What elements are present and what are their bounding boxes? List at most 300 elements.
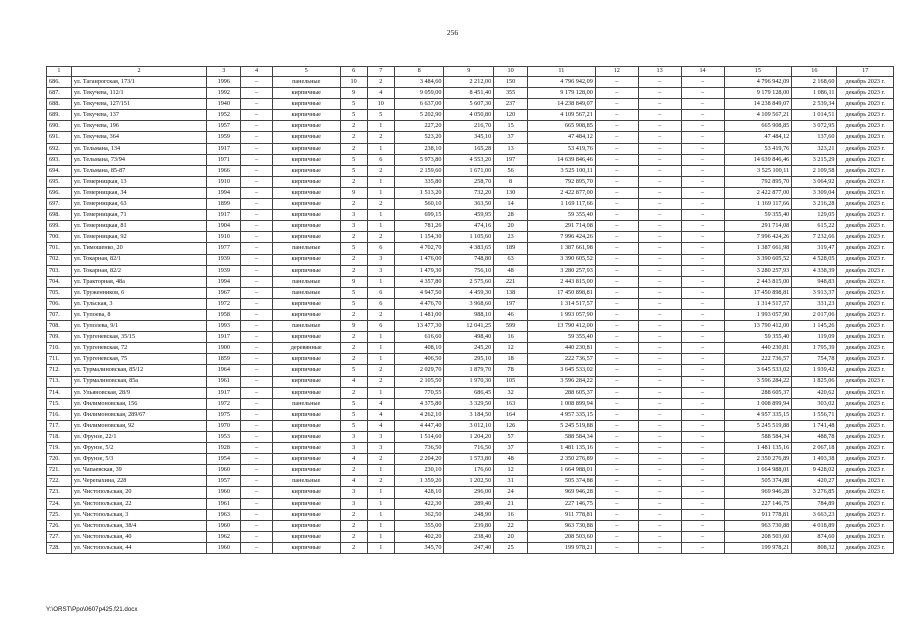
table-cell: 2	[340, 254, 367, 265]
table-cell: –	[241, 487, 273, 498]
table-cell: декабрь 2023 г.	[837, 276, 894, 287]
table-cell: декабрь 2023 г.	[837, 154, 894, 165]
table-cell: декабрь 2023 г.	[837, 298, 894, 309]
table-cell: ул. Тупоева, 8	[71, 309, 207, 320]
table-cell: 4 262,10	[394, 409, 444, 420]
table-cell: декабрь 2023 г.	[837, 354, 894, 365]
column-header: 3	[207, 67, 241, 77]
table-cell: кирпичные	[272, 354, 340, 365]
column-header: 8	[394, 67, 444, 77]
table-cell: –	[638, 199, 681, 210]
table-cell: –	[638, 309, 681, 320]
table-cell: ул. Чапаевская, 39	[71, 465, 207, 476]
table-cell: 1971	[207, 154, 241, 165]
table-cell: –	[595, 387, 638, 398]
table-cell: 3 329,50	[444, 398, 494, 409]
table-cell: 4 957 335,15	[724, 409, 792, 420]
table-cell: 727.	[47, 531, 72, 542]
table-cell: 5	[340, 298, 367, 309]
table-cell: 2	[367, 232, 394, 243]
table-cell: –	[241, 298, 273, 309]
table-cell: –	[241, 520, 273, 531]
table-cell: 3 280 257,93	[528, 265, 596, 276]
table-cell: ул. Чистопольская, 40	[71, 531, 207, 542]
table-cell: 2	[340, 265, 367, 276]
table-cell: 14 238 849,07	[724, 99, 792, 110]
table-cell: кирпичные	[272, 199, 340, 210]
table-cell: –	[595, 409, 638, 420]
table-cell: –	[595, 143, 638, 154]
table-cell: 4	[340, 476, 367, 487]
table-cell: –	[595, 243, 638, 254]
table-cell: –	[638, 542, 681, 553]
table-cell: кирпичные	[272, 265, 340, 276]
table-cell: 3	[367, 265, 394, 276]
table-row	[47, 354, 894, 365]
table-cell: 2 109,58	[792, 165, 837, 176]
table-cell: –	[241, 132, 273, 143]
table-cell: декабрь 2023 г.	[837, 165, 894, 176]
table-cell: –	[241, 265, 273, 276]
table-cell: –	[638, 354, 681, 365]
table-cell: –	[241, 465, 273, 476]
table-cell: 736,50	[394, 443, 444, 454]
table-cell: ул. Туполева, 9/1	[71, 321, 207, 332]
table-cell: 1 664 988,01	[724, 465, 792, 476]
table-cell: 208 503,60	[528, 531, 596, 542]
table-cell: –	[241, 221, 273, 232]
table-cell: 2	[340, 176, 367, 187]
table-cell: кирпичные	[272, 254, 340, 265]
table-cell: –	[241, 409, 273, 420]
table-cell: 1 741,48	[792, 420, 837, 431]
table-cell: 1900	[207, 343, 241, 354]
table-cell: ул. Чистопольская, 44	[71, 542, 207, 553]
table-cell: 720.	[47, 454, 72, 465]
table-cell: 588 584,34	[724, 432, 792, 443]
table-row	[47, 132, 894, 143]
table-cell: 59 355,40	[724, 210, 792, 221]
table-cell: 4 553,20	[444, 154, 494, 165]
table-cell: 1	[367, 343, 394, 354]
table-cell: 227,20	[394, 121, 444, 132]
table-cell: 1917	[207, 332, 241, 343]
table-cell: –	[595, 265, 638, 276]
table-cell: 792 895,70	[528, 176, 596, 187]
table-cell: 701.	[47, 243, 72, 254]
table-cell: кирпичные	[272, 165, 340, 176]
table-cell: 258,70	[444, 176, 494, 187]
table-cell: 1960	[207, 520, 241, 531]
table-cell: –	[638, 298, 681, 309]
table-cell: –	[241, 509, 273, 520]
table-cell: 1917	[207, 210, 241, 221]
table-cell: 1966	[207, 165, 241, 176]
table-cell: –	[241, 476, 273, 487]
table-cell: кирпичные	[272, 121, 340, 132]
table-cell: 14 238 849,07	[528, 99, 596, 110]
table-cell: –	[241, 387, 273, 398]
table-cell: 1957	[207, 476, 241, 487]
table-cell: 119,09	[792, 332, 837, 343]
table-cell: 560,10	[394, 199, 444, 210]
table-cell: 197	[494, 154, 528, 165]
table-cell: 689.	[47, 110, 72, 121]
table-cell: 1 573,80	[444, 454, 494, 465]
table-cell: декабрь 2023 г.	[837, 132, 894, 143]
table-cell: кирпичные	[272, 432, 340, 443]
table-cell: 5 245 519,88	[724, 420, 792, 431]
table-cell: 2 105,50	[394, 376, 444, 387]
table-cell: 291 714,08	[724, 221, 792, 232]
table-cell: декабрь 2023 г.	[837, 210, 894, 221]
table-cell: декабрь 2023 г.	[837, 398, 894, 409]
table-cell: ул. Чистопольская, 3	[71, 509, 207, 520]
table-cell: 1 493,38	[792, 454, 837, 465]
table-cell: –	[595, 454, 638, 465]
table-cell: –	[241, 332, 273, 343]
table-cell: декабрь 2023 г.	[837, 88, 894, 99]
table-cell: 21	[494, 498, 528, 509]
table-cell: –	[241, 321, 273, 332]
table-cell: 700.	[47, 232, 72, 243]
table-cell: кирпичные	[272, 88, 340, 99]
table-cell: –	[681, 520, 724, 531]
column-header: 17	[837, 67, 894, 77]
table-cell: декабрь 2023 г.	[837, 232, 894, 243]
table-cell: 16	[494, 332, 528, 343]
table-cell: –	[241, 343, 273, 354]
table-row	[47, 121, 894, 132]
table-cell: декабрь 2023 г.	[837, 332, 894, 343]
table-cell: 1	[367, 354, 394, 365]
table-cell: –	[241, 498, 273, 509]
table-cell: 46	[494, 309, 528, 320]
table-cell: 13 790 412,00	[528, 321, 596, 332]
table-cell: 1	[367, 531, 394, 542]
table-cell: 754,78	[792, 354, 837, 365]
table-cell: –	[638, 121, 681, 132]
table-cell: 6 637,00	[394, 99, 444, 110]
table-cell: декабрь 2023 г.	[837, 409, 894, 420]
table-cell: 5 607,30	[444, 99, 494, 110]
table-cell: 665 908,85	[528, 121, 596, 132]
table-cell: 176,60	[444, 465, 494, 476]
column-header: 1	[47, 67, 72, 77]
table-cell: 1962	[207, 531, 241, 542]
table-cell: 2	[367, 132, 394, 143]
table-cell: 12 041,25	[444, 321, 494, 332]
table-cell: –	[638, 476, 681, 487]
table-cell: –	[681, 199, 724, 210]
table-cell: 1958	[207, 309, 241, 320]
table-cell: 5	[340, 154, 367, 165]
table-cell: 2	[340, 332, 367, 343]
table-cell: кирпичные	[272, 132, 340, 143]
table-cell: –	[638, 365, 681, 376]
table-cell: декабрь 2023 г.	[837, 321, 894, 332]
table-cell: 2	[367, 77, 394, 88]
table-row	[47, 387, 894, 398]
table-cell: –	[681, 542, 724, 553]
table-cell: 3 012,10	[444, 420, 494, 431]
table-cell: 705.	[47, 287, 72, 298]
column-header: 11	[528, 67, 596, 77]
table-cell: 165,28	[444, 143, 494, 154]
table-cell: –	[681, 298, 724, 309]
table-cell: 1970	[207, 420, 241, 431]
table-cell: –	[595, 232, 638, 243]
table-cell: –	[681, 165, 724, 176]
table-cell: –	[638, 187, 681, 198]
table-cell: –	[638, 531, 681, 542]
table-cell: 1953	[207, 432, 241, 443]
table-cell: 3 663,23	[792, 509, 837, 520]
table-cell: –	[241, 99, 273, 110]
table-cell: –	[595, 343, 638, 354]
table-cell: 697.	[47, 199, 72, 210]
table-cell: –	[638, 398, 681, 409]
table-cell: 1	[367, 387, 394, 398]
table-cell: 692.	[47, 143, 72, 154]
table-cell: ул. Фрунзе, 22/1	[71, 432, 207, 443]
table-cell: кирпичные	[272, 409, 340, 420]
table-cell: 428,10	[394, 487, 444, 498]
table-cell: 3 184,50	[444, 409, 494, 420]
table-cell: декабрь 2023 г.	[837, 265, 894, 276]
table-cell: 9	[340, 88, 367, 99]
table-cell: 686.	[47, 77, 72, 88]
table-cell: –	[638, 487, 681, 498]
table-cell: 216,70	[444, 121, 494, 132]
table-cell: 2	[340, 387, 367, 398]
table-cell: –	[595, 221, 638, 232]
table-cell: кирпичные	[272, 520, 340, 531]
column-header: 12	[595, 67, 638, 77]
table-cell: 24	[494, 487, 528, 498]
file-path: Y:\ORST\Ppo\0607p425.f21.docx	[46, 606, 138, 613]
table-cell: 523,20	[394, 132, 444, 143]
table-cell: 748,80	[444, 254, 494, 265]
table-cell: ул. Тельмана, 73/94	[71, 154, 207, 165]
table-cell: 5	[340, 409, 367, 420]
table-cell: 1994	[207, 187, 241, 198]
table-cell: 3 968,60	[444, 298, 494, 309]
table-cell: панельные	[272, 276, 340, 287]
page-number: 256	[446, 28, 459, 37]
table-cell: 2 029,70	[394, 365, 444, 376]
table-cell: 2	[340, 354, 367, 365]
table-cell: –	[241, 454, 273, 465]
table-cell: –	[638, 520, 681, 531]
table-cell: 3 072,95	[792, 121, 837, 132]
table-cell: 296,00	[444, 487, 494, 498]
table-cell: 963 730,88	[724, 520, 792, 531]
table-cell: кирпичные	[272, 154, 340, 165]
table-cell: 3 596 284,22	[528, 376, 596, 387]
table-cell: ул. Филимоновская, 92	[71, 420, 207, 431]
table-cell: –	[595, 88, 638, 99]
table-cell: 488,78	[792, 432, 837, 443]
table-cell: ул. Чистопольская, 38/4	[71, 520, 207, 531]
table-cell: 5 202,90	[394, 110, 444, 121]
table-cell: 6	[367, 298, 394, 309]
table-cell: 1	[367, 210, 394, 221]
table-cell: 911 778,81	[528, 509, 596, 520]
table-cell: 688.	[47, 99, 72, 110]
table-cell: ул. Тульская, 3	[71, 298, 207, 309]
table-cell: 1	[367, 487, 394, 498]
table-row	[47, 265, 894, 276]
table-cell: –	[681, 432, 724, 443]
table-cell: 14 639 846,46	[528, 154, 596, 165]
table-cell: 3 390 605,52	[528, 254, 596, 265]
table-cell: 120	[494, 110, 528, 121]
table-cell: –	[595, 321, 638, 332]
table-cell: 28	[494, 210, 528, 221]
table-cell: 2 422 877,00	[724, 187, 792, 198]
table-cell: 4	[367, 409, 394, 420]
table-cell: –	[638, 132, 681, 143]
table-cell: ул. Филимоновская, 156	[71, 398, 207, 409]
table-cell: кирпичные	[272, 420, 340, 431]
table-cell: 505 374,88	[724, 476, 792, 487]
table-cell: ул. Черепахина, 228	[71, 476, 207, 487]
table-cell: 722.	[47, 476, 72, 487]
table-cell: декабрь 2023 г.	[837, 365, 894, 376]
table-header-row	[47, 67, 894, 77]
table-cell: 323,21	[792, 143, 837, 154]
table-cell: 406,50	[394, 354, 444, 365]
table-cell: 9 059,00	[394, 88, 444, 99]
table-cell: –	[681, 121, 724, 132]
table-cell: –	[241, 110, 273, 121]
table-cell: –	[681, 476, 724, 487]
table-cell: 3	[340, 487, 367, 498]
table-cell: 4 050,80	[444, 110, 494, 121]
table-cell: 4	[340, 454, 367, 465]
table-cell: 2	[340, 343, 367, 354]
table-cell: –	[595, 476, 638, 487]
table-cell: 78	[494, 365, 528, 376]
table-cell: –	[681, 531, 724, 542]
table-cell: 2 539,34	[792, 99, 837, 110]
table-cell: 3 913,37	[792, 287, 837, 298]
table-cell: 721.	[47, 465, 72, 476]
table-cell: –	[681, 309, 724, 320]
table-cell: 599	[494, 321, 528, 332]
table-cell: 4 702,70	[394, 243, 444, 254]
table-cell: декабрь 2023 г.	[837, 254, 894, 265]
table-cell: 9	[340, 187, 367, 198]
table-cell: 3	[340, 432, 367, 443]
table-cell: кирпичные	[272, 531, 340, 542]
table-cell: 691.	[47, 132, 72, 143]
table-cell: 4 957 335,15	[528, 409, 596, 420]
table-cell: 1 145,26	[792, 321, 837, 332]
table-cell: 245,20	[444, 343, 494, 354]
table-cell: 723.	[47, 487, 72, 498]
table-cell: 665 908,85	[724, 121, 792, 132]
table-cell: 2	[340, 542, 367, 553]
table-row	[47, 365, 894, 376]
table-row	[47, 476, 894, 487]
table-cell: 714.	[47, 387, 72, 398]
table-cell: 1 825,06	[792, 376, 837, 387]
table-cell: 345,70	[394, 542, 444, 553]
table-cell: 4 383,65	[444, 243, 494, 254]
table-cell: –	[241, 254, 273, 265]
table-cell: 1	[367, 176, 394, 187]
table-cell: 12	[494, 465, 528, 476]
table-cell: 3	[340, 210, 367, 221]
table-cell: 988,10	[444, 309, 494, 320]
table-cell: 708.	[47, 321, 72, 332]
table-cell: декабрь 2023 г.	[837, 454, 894, 465]
table-cell: 13	[494, 143, 528, 154]
table-row	[47, 498, 894, 509]
table-row	[47, 165, 894, 176]
table-cell: панельные	[272, 77, 340, 88]
table-cell: –	[241, 187, 273, 198]
table-cell: –	[595, 77, 638, 88]
table-cell: 7 996 424,26	[724, 232, 792, 243]
table-cell: 3 309,04	[792, 187, 837, 198]
table-cell: 725.	[47, 509, 72, 520]
table-cell: кирпичные	[272, 487, 340, 498]
table-cell: –	[241, 232, 273, 243]
table-cell: панельные	[272, 321, 340, 332]
table-cell: 2 017,06	[792, 309, 837, 320]
table-cell: –	[241, 199, 273, 210]
table-cell: 138	[494, 287, 528, 298]
table-cell: 3	[340, 443, 367, 454]
table-cell: 1899	[207, 199, 241, 210]
table-cell: 355,00	[394, 520, 444, 531]
table-cell: декабрь 2023 г.	[837, 143, 894, 154]
table-cell: 732,20	[444, 187, 494, 198]
table-cell: –	[681, 99, 724, 110]
column-header: 13	[638, 67, 681, 77]
table-cell: –	[681, 287, 724, 298]
table-cell: 686,45	[444, 387, 494, 398]
table-cell: 1967	[207, 287, 241, 298]
table-cell: 7 996 424,26	[528, 232, 596, 243]
table-row	[47, 243, 894, 254]
table-cell: –	[681, 465, 724, 476]
table-row	[47, 487, 894, 498]
table-cell: –	[595, 520, 638, 531]
table-cell: 2 422 877,00	[528, 187, 596, 198]
table-cell: 1 314 517,57	[528, 298, 596, 309]
table-cell: –	[681, 77, 724, 88]
table-cell: 3 390 605,52	[724, 254, 792, 265]
table-cell: –	[638, 387, 681, 398]
table-cell: –	[241, 210, 273, 221]
table-cell: 3 525 100,11	[528, 165, 596, 176]
table-row	[47, 531, 894, 542]
table-cell: –	[638, 376, 681, 387]
table-cell: 319,47	[792, 243, 837, 254]
table-cell: 4 447,40	[394, 420, 444, 431]
table-cell: 288 605,37	[724, 387, 792, 398]
table-cell: –	[638, 420, 681, 431]
table-cell: 1 939,42	[792, 365, 837, 376]
table-cell: кирпичные	[272, 376, 340, 387]
table-cell: 616,60	[394, 332, 444, 343]
table-cell: 23	[494, 232, 528, 243]
table-row	[47, 110, 894, 121]
